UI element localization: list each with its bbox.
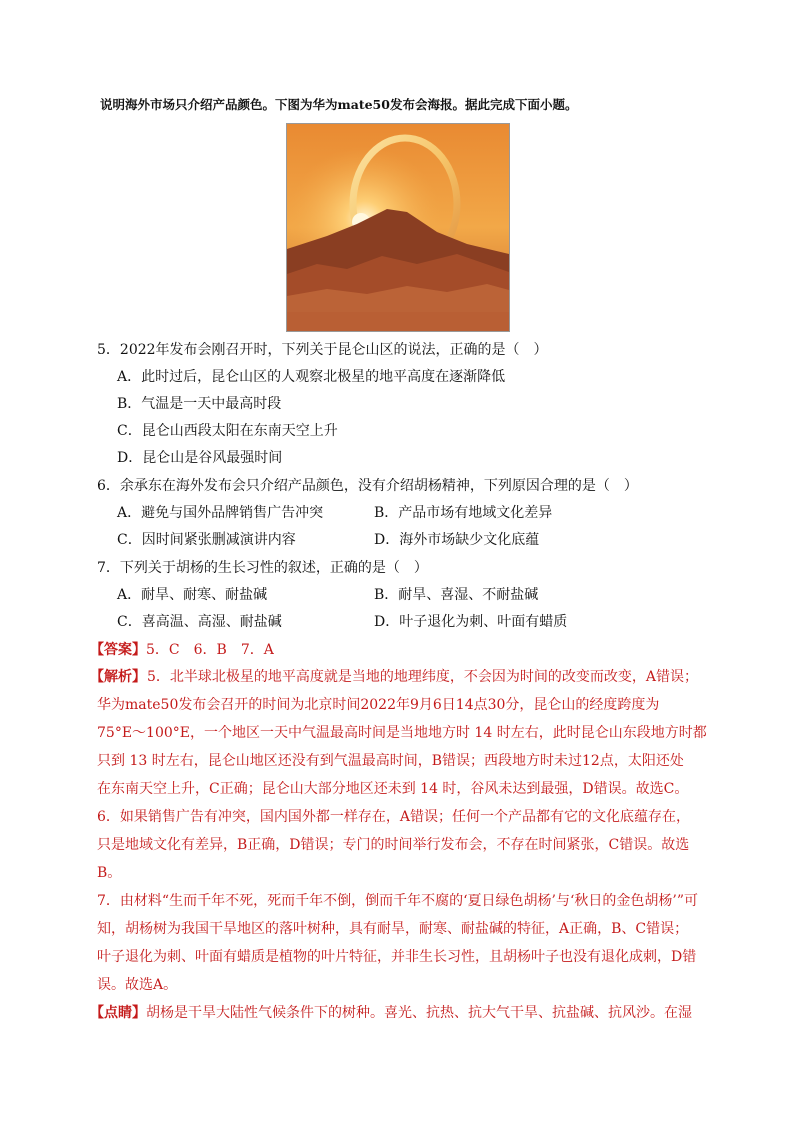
analysis-tag — [90, 667, 146, 687]
intro-text: 说明海外市场只介绍产品颜色。下图为华为mate50发布会海报。据此完成下面小题。 — [100, 97, 578, 112]
question-6-option-d: D．海外市场缺少文化底蕴 — [374, 532, 540, 548]
question-7-option-d: D．叶子退化为刺、叶面有蜡质 — [374, 614, 568, 630]
question-7-option-b: B．耐旱、喜湿、不耐盐碱 — [374, 587, 539, 603]
question-6-option-a: A．避免与国外品牌销售广告冲突 — [117, 505, 324, 521]
comment-text: 胡杨是干旱大陆性气候条件下的树种。喜光、抗热、抗大气干旱、抗盐碱、抗风沙。在湿 — [146, 1005, 692, 1021]
question-6-option-b: B．产品市场有地域文化差异 — [374, 505, 553, 521]
analysis-6-line-1: 6．如果销售广告有冲突，国内国外都一样存在，A错误；任何一个产品都有它的文化底蕴存在， — [97, 809, 691, 825]
question-5-stem: 5．2022年发布会刚召开时，下列关于昆仑山区的说法，正确的是（ ） — [97, 342, 548, 358]
analysis-7-line-1: 7．由材料“生而千年不死，死而千年不倒，倒而千年不腐的‘夏日绿色胡杨’与‘秋日的金色胡杨’”可 — [97, 893, 699, 909]
question-5-option-d: D．昆仑山是谷风最强时间 — [117, 450, 283, 466]
comment-tag: 【点睛】 — [90, 1005, 146, 1021]
analysis-6-line-2: 只是地域文化有差异，B正确，D错误；专门的时间举行发布会，不存在时间紧张，C错误。故选 — [97, 837, 690, 853]
analysis-6-paragraph — [97, 803, 707, 887]
analysis-5-line-1: 5．北半球北极星的地平高度就是当地的地理纬度，不会因为时间的改变而改变，A错误； — [147, 669, 699, 685]
question-5-option-c: C．昆仑山西段太阳在东南天空上升 — [117, 423, 338, 439]
analysis-5-line-5: 在东南天空上升，C正确；昆仑山大部分地区还未到 14 时，谷风未达到最强，D错误。故选C。 — [97, 781, 689, 797]
analysis-5-line-4: 只到 13 时左右，昆仑山地区还没有到气温最高时间，B错误；西段地方时未过12点，太阳还处 — [97, 753, 684, 769]
poster-illustration — [287, 124, 509, 331]
poster-image — [286, 123, 510, 332]
question-6-stem: 6．余承东在海外发布会只介绍产品颜色，没有介绍胡杨精神，下列原因合理的是（ ） — [97, 478, 638, 494]
analysis-tag-label: 【解析】 — [90, 669, 146, 685]
analysis-7-line-4: 误。故选A。 — [97, 977, 178, 993]
answer-line — [90, 640, 274, 660]
comment-line — [90, 1003, 692, 1023]
analysis-6-line-3: B。 — [97, 865, 122, 881]
analysis-7-line-3: 叶子退化为刺、叶面有蜡质是植物的叶片特征，并非生长习性，且胡杨叶子也没有退化成刺，D错 — [97, 949, 697, 965]
analysis-5-paragraph — [97, 691, 707, 803]
analysis-5-line-3: 75°E～100°E，一个地区一天中气温最高时间是当地地方时 14 时左右，此时昆仑山东段地方时都 — [97, 725, 707, 741]
question-6-option-c: C．因时间紧张删减演讲内容 — [117, 532, 296, 548]
question-7-option-a: A．耐旱、耐寒、耐盐碱 — [117, 587, 268, 603]
analysis-5-first-line — [147, 663, 707, 691]
question-7-option-c: C．喜高温、高湿、耐盐碱 — [117, 614, 282, 630]
question-5-option-b: B．气温是一天中最高时段 — [117, 396, 282, 412]
question-5-option-a: A．此时过后，昆仑山区的人观察北极星的地平高度在逐渐降低 — [117, 369, 506, 385]
answer-tag: 【答案】 — [90, 642, 146, 658]
analysis-5-line-2: 华为mate50发布会召开的时间为北京时间2022年9月6日14点30分，昆仑山的经度跨度为 — [97, 697, 660, 713]
analysis-7-paragraph — [97, 887, 707, 999]
question-7-stem: 7．下列关于胡杨的生长习性的叙述，正确的是（ ） — [97, 560, 428, 576]
answer-text: 5．C 6．B 7．A — [146, 642, 274, 658]
analysis-7-line-2: 知，胡杨树为我国干旱地区的落叶树种，具有耐旱，耐寒、耐盐碱的特征，A正确，B、C错误； — [97, 921, 689, 937]
